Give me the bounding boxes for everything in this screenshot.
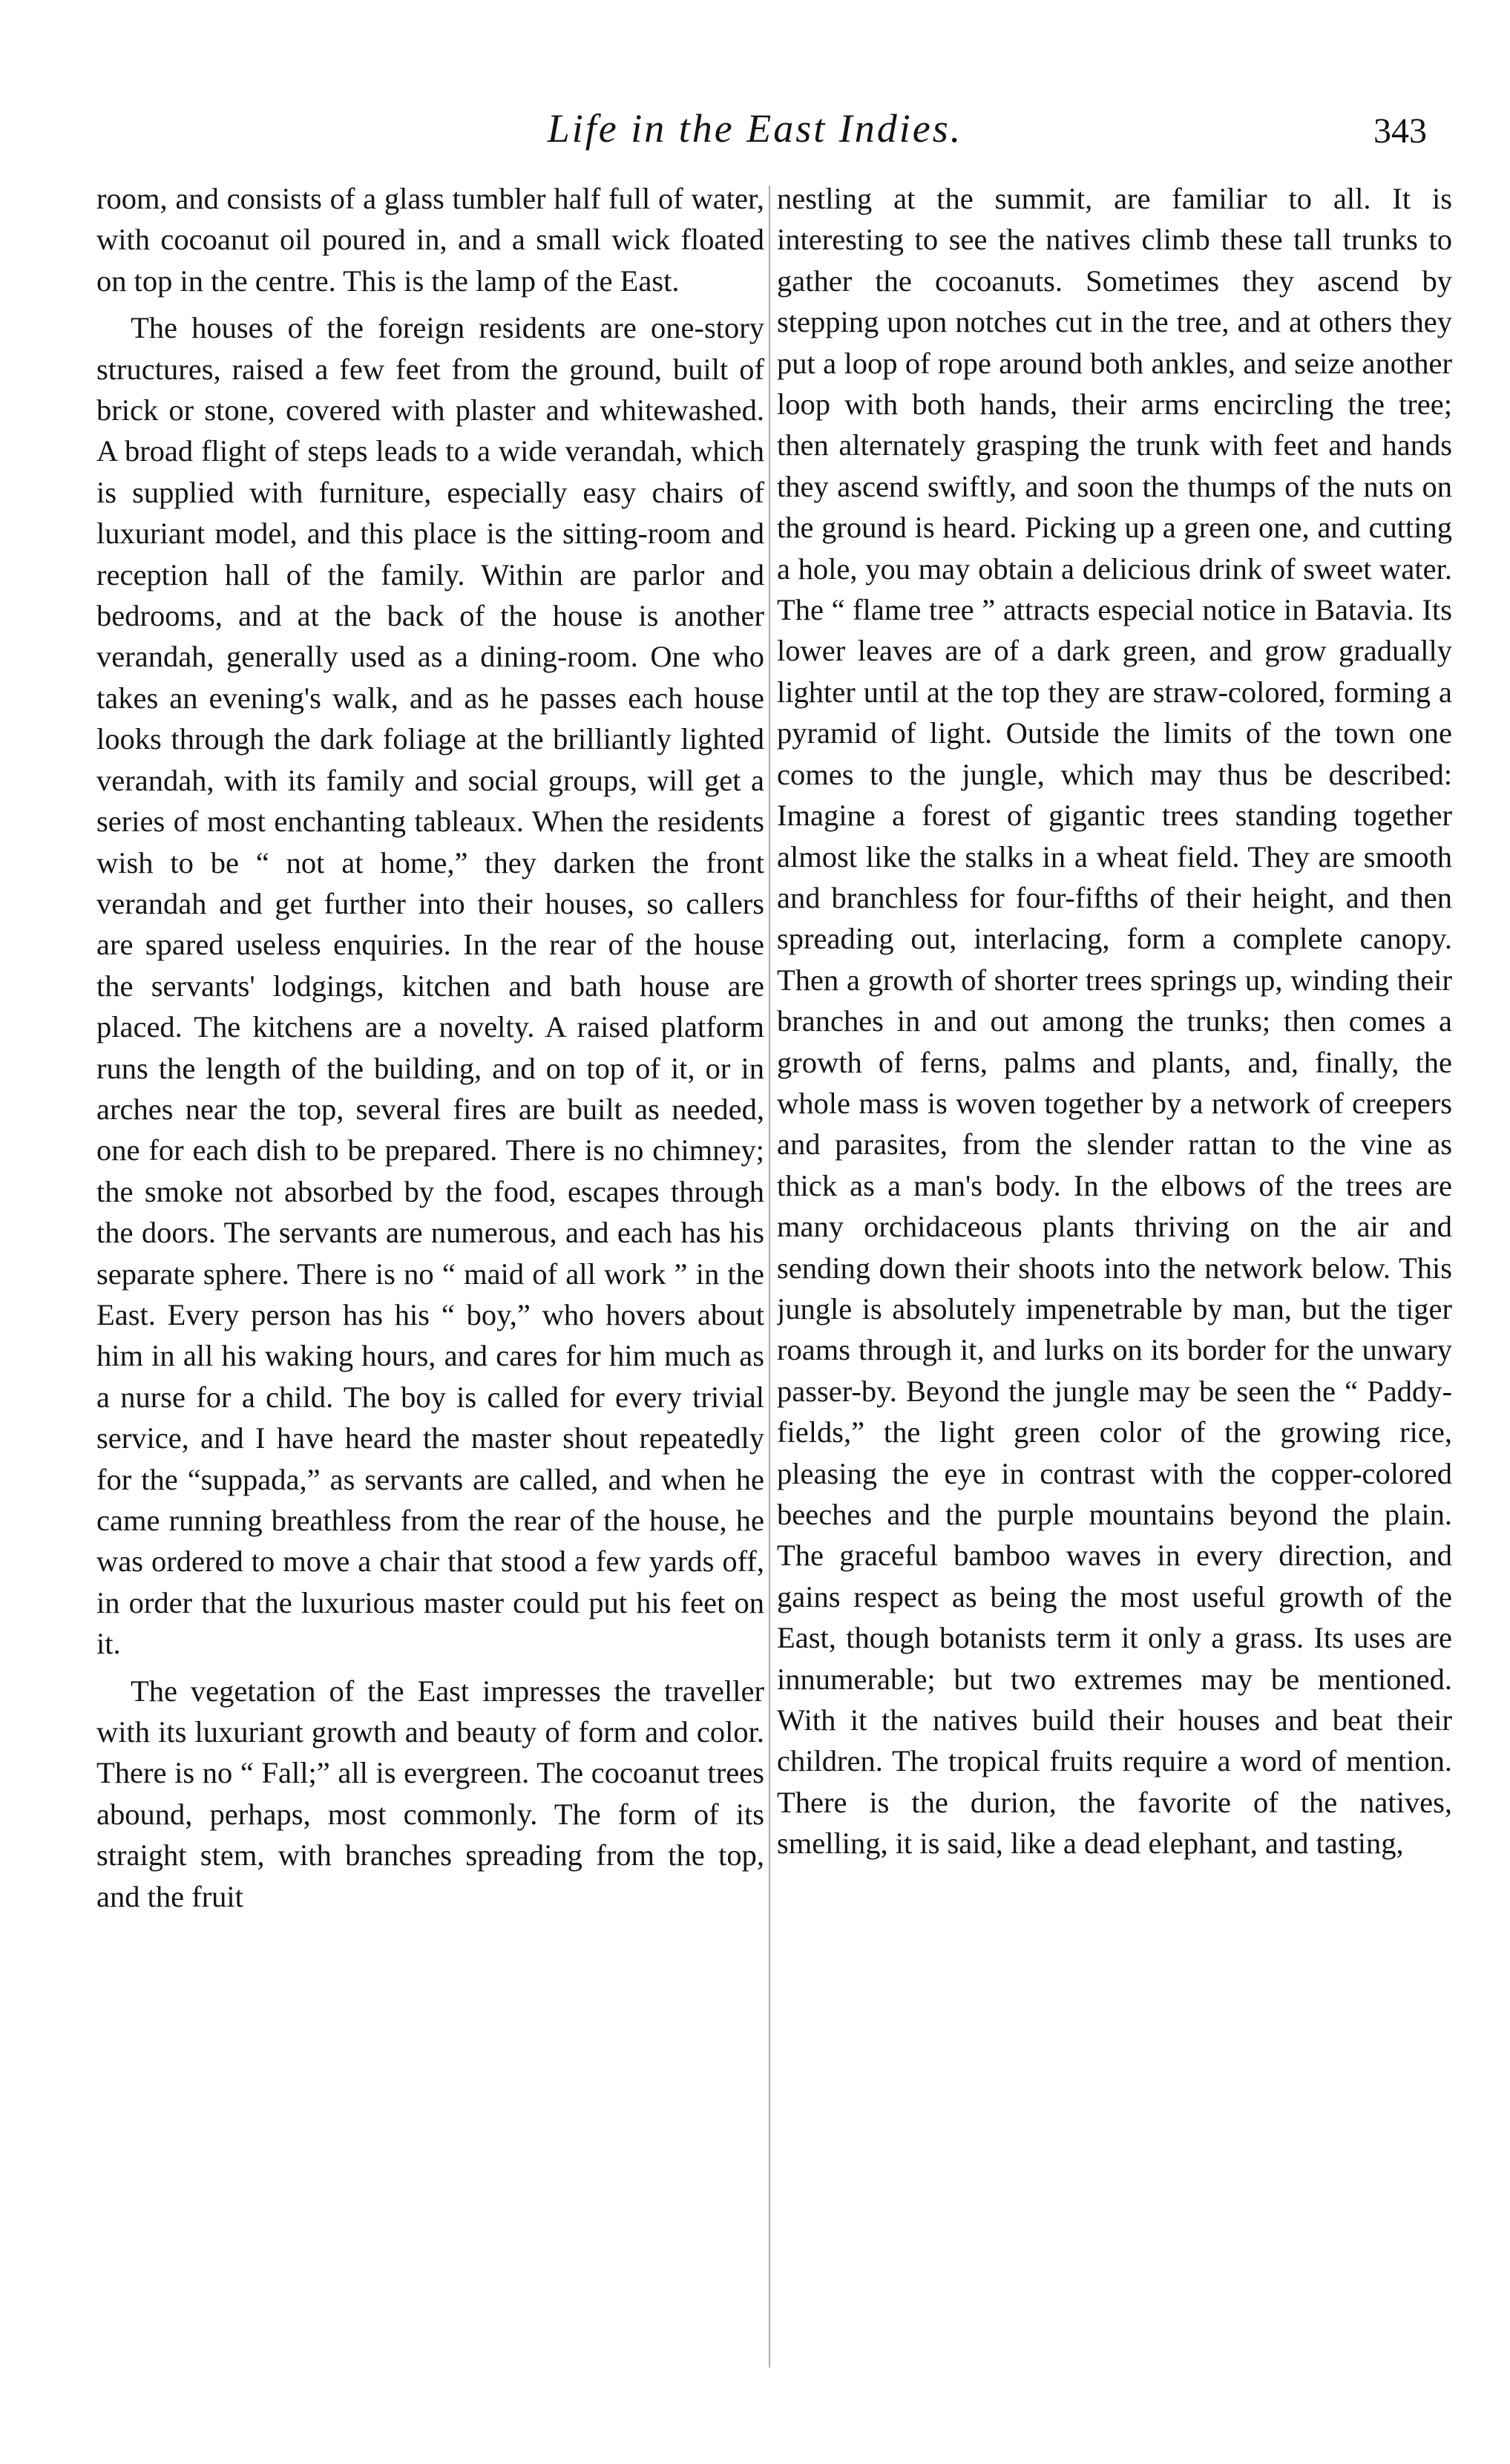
paragraph-houses: The houses of the foreign residents are one-story structures, raised a few feet from the ground, built of brick or stone, covered with plaster and whitewashed. A broad flight of steps leads to a wide verandah, which is supplied with furniture, especially easy chairs of luxuriant model, and this place is the sitting-room and reception hall of the family. Within are parlor and bedrooms, and at the back of the house is another verandah, generally used as a dining-room. One who takes an evening's walk, and as he passes each house looks through the dark foliage at the brilliantly lighted verandah, with its family and social groups, will get a series of most enchanting tableaux. When the residents wish to be “ not at home,” they darken the front verandah and get further into their houses, so callers are spared useless enquiries. In the rear of the house the servants' lodgings, kitchen and bath house are placed. The kitchens are a novelty. A raised platform runs the length of the building, and on top of it, or in arches near the top, several fires are built as needed, one for each dish to be prepared. There is no chimney; the smoke not absorbed by the food, escapes through the doors. The servants are numerous, and each has his separate sphere. There is no “ maid of all work ” in the East. Every person has his “ boy,” who hovers about him in all his waking hours, and cares for him much as a nurse for a child. The boy is called for every trivial service, and I have heard the master shout repeatedly for the “suppada,” as servants are called, and when he came running breathless from the rear of the house, he was ordered to move a chair that stood a few yards off, in order that the luxurious master could put his feet on it. [96, 311, 764, 1661]
paragraph-vegetation: The vegetation of the East impresses the traveller with its luxuriant growth and beauty of form and color. There is no “ Fall;” all is evergreen. The cocoanut trees abound, perhaps, most commonly. The form of its straight stem, with branches spreading from the top, and the fruit [96, 1674, 764, 1913]
page-number: 343 [1373, 111, 1427, 151]
column-divider [769, 186, 770, 2368]
left-column [96, 178, 764, 2405]
paragraph-cocoanut-jungle: nestling at the summit, are familiar to all. It is interesting to see the natives climb these tall trunks to gather the cocoanuts. Sometimes they ascend by stepping upon notches cut in the tree, and at others they put a loop of rope around both ankles, and seize another loop with both hands, their arms encircling the tree; then alternately grasping the trunk with feet and hands they ascend swiftly, and soon the thumps of the nuts on the ground is heard. Picking up a green one, and cutting a hole, you may obtain a delicious drink of sweet water. The “ flame tree ” attracts especial notice in Batavia. Its lower leaves are of a dark green, and grow gradually lighter until at the top they are straw-colored, forming a pyramid of light. Outside the limits of the town one comes to the jungle, which may thus be described: Imagine a forest of gigantic trees standing together almost like the stalks in a wheat field. They are smooth and branchless for four-fifths of their height, and then spreading out, interlacing, form a complete canopy. Then a growth of shorter trees springs up, winding their branches in and out among the trunks; then comes a growth of ferns, palms and plants, and, finally, the whole mass is woven together by a network of creepers and parasites, from the slender rattan to the vine as thick as a man's body. In the elbows of the trees are many orchidaceous plants thriving on the air and sending down their shoots into the network below. This jungle is absolutely impenetrable by man, but the tiger roams through it, and lurks on its border for the unwary passer-by. Beyond the jungle may be seen the “ Paddy-fields,” the light green color of the growing rice, pleasing the eye in contrast with the copper-colored beeches and the purple mountains beyond the plain. The graceful bamboo waves in every direction, and gains respect as being the most useful growth of the East, though botanists term it only a grass. Its uses are innumerable; but two extremes may be mentioned. With it the natives build their houses and beat their children. The tropical fruits require a word of mention. There is the durion, the favorite of the natives, smelling, it is said, like a dead elephant, and tasting, [777, 182, 1452, 1861]
right-column [777, 178, 1452, 2405]
running-title: Life in the East Indies. [547, 106, 963, 151]
paragraph-continued: room, and consists of a glass tumbler half full of water, with cocoanut oil poured in, and a small wick floated on top in the centre. This is the lamp of the East. [96, 182, 764, 298]
running-head [0, 102, 1510, 162]
